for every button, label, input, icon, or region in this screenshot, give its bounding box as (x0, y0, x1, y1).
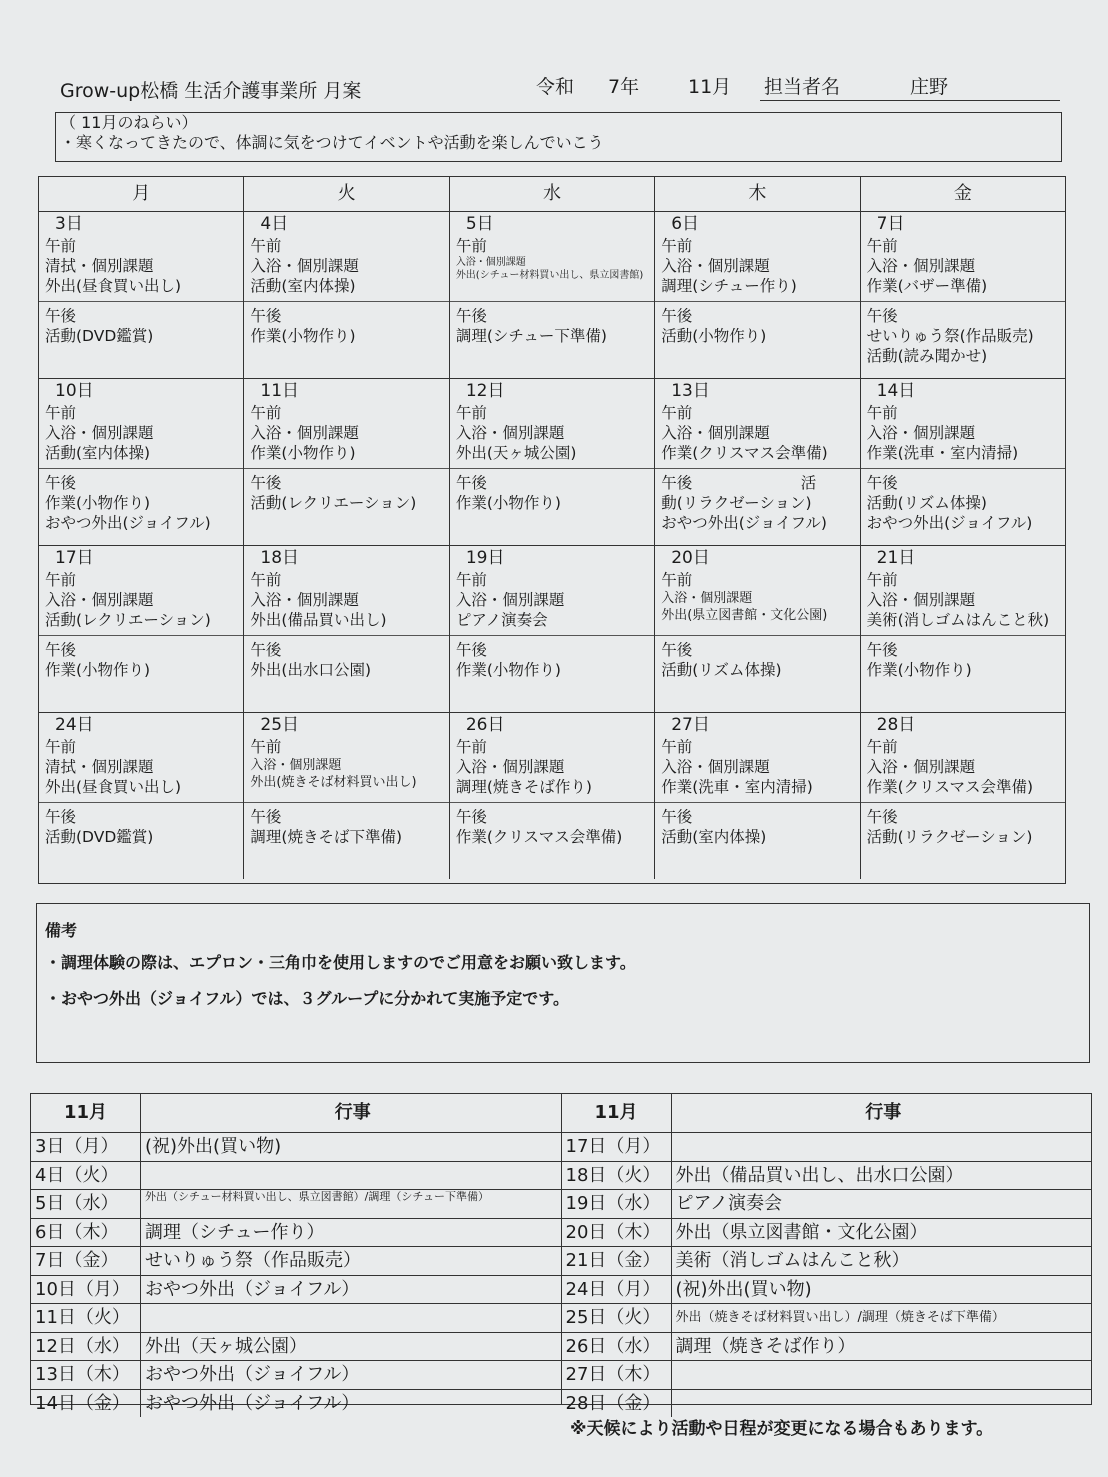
am-activity: 作業(クリスマス会準備) (866, 778, 1034, 796)
table-row (31, 1361, 561, 1390)
day-number: 3日 (55, 214, 83, 234)
table-row (562, 1133, 1092, 1162)
pm-activity: 活動(リズム体操) (866, 494, 987, 512)
pm-section (244, 636, 448, 680)
events-event-header: 行事 (865, 1102, 902, 1123)
am-activity: 外出(県立図書館・文化公園) (661, 608, 828, 623)
am-label: 午前 (250, 738, 282, 756)
event-text: 外出（県立図書館・文化公園） (675, 1221, 928, 1243)
weekly-calendar (38, 176, 1066, 884)
pm-activity: 活動(DVD鑑賞) (45, 327, 154, 345)
pm-activity: 活動(DVD鑑賞) (45, 828, 154, 846)
table-row (31, 1390, 561, 1418)
am-activity: 入浴・個別課題 (250, 591, 359, 609)
am-section (39, 379, 243, 469)
am-label: 午前 (661, 571, 693, 589)
am-activity: 活動(レクリエーション) (45, 611, 211, 629)
pm-activity: 調理(焼きそば下準備) (250, 828, 403, 846)
events-month-header: 11月 (562, 1094, 672, 1132)
day-cell (861, 546, 1065, 712)
pm-activity: せいりゅう祭(作品販売) (866, 327, 1034, 345)
event-date: 3日（月） (31, 1133, 141, 1161)
pm-label: 午後 (661, 641, 693, 659)
pm-label: 午後 (866, 641, 898, 659)
pm-section (861, 469, 1065, 533)
pm-label: 午後 (45, 474, 77, 492)
pm-section (655, 803, 859, 847)
day-cell (39, 546, 244, 712)
notes-line: ・おやつ外出（ジョイフル）では、３グループに分かれて実施予定です。 (45, 989, 570, 1008)
notes-title: 備考 (45, 921, 78, 940)
pm-section (861, 803, 1065, 847)
event-text: 調理（焼きそば作り） (675, 1335, 856, 1357)
event-date: 25日（火） (562, 1304, 672, 1332)
day-number: 13日 (671, 381, 710, 401)
am-activity: 外出(シチュー材料買い出し、県立図書館) (455, 270, 644, 281)
person-in-charge-name: 庄野 (910, 76, 949, 98)
am-label: 午前 (250, 237, 282, 255)
person-in-charge-label: 担当者名 (764, 76, 841, 98)
day-cell (450, 212, 655, 378)
pm-activity: 活動(リラクゼーション) (866, 828, 1033, 846)
pm-activity: 作業(小物作り) (455, 661, 561, 679)
calendar-week-row (39, 379, 1065, 546)
pm-activity: 作業(小物作り) (250, 327, 356, 345)
table-row (31, 1247, 561, 1276)
event-date: 5日（水） (31, 1190, 141, 1218)
am-activity: 作業(小物作り) (250, 444, 356, 462)
aim-title: （ 11月のねらい） (60, 113, 198, 132)
am-activity: 美術(消しゴムはんこと秋) (866, 611, 1050, 629)
event-text: 調理（シチュー作り） (145, 1221, 325, 1243)
day-cell (39, 379, 244, 545)
pm-label: 午後 (250, 641, 282, 659)
events-header-row (31, 1094, 561, 1133)
era-label: 令和 (536, 76, 575, 98)
table-row (31, 1304, 561, 1333)
pm-label: 午後 (45, 307, 77, 325)
am-activity: 作業(洗車・室内清掃) (866, 444, 1019, 462)
event-date: 21日（金） (562, 1247, 672, 1275)
table-row (31, 1219, 561, 1248)
am-label: 午前 (661, 237, 693, 255)
event-date: 7日（金） (31, 1247, 141, 1275)
am-section (861, 379, 1065, 469)
am-section (450, 713, 654, 803)
day-number: 24日 (55, 715, 94, 735)
weekday-fri: 金 (953, 183, 972, 204)
day-cell (244, 379, 449, 545)
am-activity: 入浴・個別課題 (250, 758, 342, 773)
pm-label: 午後 (455, 808, 487, 826)
pm-label: 午後 (866, 808, 898, 826)
am-activity: 入浴・個別課題 (661, 257, 770, 275)
weekday-mon: 月 (39, 177, 244, 211)
am-activity: 入浴・個別課題 (661, 591, 753, 606)
am-activity: 入浴・個別課題 (250, 257, 359, 275)
day-number: 5日 (465, 214, 494, 234)
event-date: 14日（金） (31, 1390, 141, 1418)
day-cell (861, 713, 1065, 879)
table-row (31, 1162, 561, 1191)
day-cell (450, 713, 655, 879)
day-number: 7日 (876, 214, 905, 234)
am-section (39, 713, 243, 803)
month-label: 11月 (688, 76, 732, 98)
pm-section (39, 302, 243, 346)
event-date: 12日（水） (31, 1333, 141, 1361)
pm-label: 午後 (455, 307, 487, 325)
notes-box (36, 903, 1090, 1063)
event-text: せいりゅう祭（作品販売） (145, 1250, 361, 1271)
pm-label: 午後 (250, 474, 282, 492)
day-cell (244, 546, 449, 712)
am-section (244, 546, 448, 636)
pm-activity: 作業(クリスマス会準備) (455, 828, 623, 846)
pm-activity: 作業(小物作り) (455, 494, 561, 512)
am-label: 午前 (455, 404, 487, 422)
day-number: 14日 (876, 381, 916, 401)
pm-section (450, 469, 654, 513)
table-row (562, 1219, 1092, 1248)
day-cell (244, 713, 449, 879)
pm-section (861, 302, 1065, 366)
day-cell (655, 713, 860, 879)
events-event-header: 行事 (334, 1102, 371, 1123)
am-activity: ピアノ演奏会 (455, 611, 548, 629)
am-label: 午前 (455, 237, 487, 255)
day-cell (655, 212, 860, 378)
pm-section (244, 469, 448, 513)
am-activity: 調理(シチュー作り) (661, 277, 797, 295)
pm-activity: おやつ外出(ジョイフル) (45, 514, 211, 532)
am-activity: 作業(クリスマス会準備) (661, 444, 828, 462)
pm-label: 午後 (866, 474, 898, 492)
day-number: 19日 (465, 548, 505, 568)
day-cell (39, 713, 244, 879)
event-date: 6日（木） (31, 1219, 141, 1247)
am-activity: 清拭・個別課題 (45, 758, 154, 776)
am-activity: 活動(室内体操) (45, 444, 151, 462)
am-section (861, 546, 1065, 636)
calendar-week-row (39, 546, 1065, 713)
pm-section (39, 636, 243, 680)
am-activity: 活動(室内体操) (250, 277, 356, 295)
day-cell (861, 379, 1065, 545)
pm-section (244, 803, 448, 847)
day-number: 20日 (671, 548, 710, 568)
am-activity: 入浴・個別課題 (661, 424, 770, 442)
am-label: 午前 (866, 738, 898, 756)
pm-label: 午後 (250, 808, 282, 826)
event-date: 18日（火） (562, 1162, 672, 1190)
event-text: 外出（備品買い出し、出水口公園） (675, 1164, 964, 1186)
am-section (861, 713, 1065, 803)
am-activity: 入浴・個別課題 (866, 257, 976, 275)
event-text: 外出（シチュー材料買い出し、県立図書館）/調理（シチュー下準備） (145, 1190, 490, 1203)
pm-section (655, 302, 859, 346)
pm-activity: 作業(小物作り) (866, 661, 972, 679)
monthly-aim-box (55, 112, 1062, 162)
pm-section (450, 636, 654, 680)
am-activity: 入浴・個別課題 (250, 424, 359, 442)
day-cell (450, 546, 655, 712)
am-activity: 入浴・個別課題 (866, 424, 976, 442)
am-activity: 作業(洗車・室内清掃) (661, 778, 813, 796)
pm-section (861, 636, 1065, 680)
event-text (141, 1162, 561, 1190)
calendar-week-row (39, 212, 1065, 379)
am-section (655, 379, 859, 469)
aim-text: ・寒くなってきたので、体調に気をつけてイベントや活動を楽しんでいこう (60, 133, 604, 152)
am-section (861, 212, 1065, 302)
day-number: 21日 (876, 548, 916, 568)
pm-activity: 活動(レクリエーション) (250, 494, 417, 512)
pm-label: 午後 (661, 808, 693, 826)
day-cell (39, 212, 244, 378)
am-activity: 外出(焼きそば材料買い出し) (250, 775, 417, 790)
pm-activity: 活動(読み聞かせ) (866, 347, 988, 365)
events-table (30, 1093, 1092, 1414)
pm-activity: 動(リラクゼーション) (661, 494, 812, 512)
am-activity: 調理(焼きそば作り) (455, 778, 592, 796)
event-date: 4日（火） (31, 1162, 141, 1190)
event-text: 美術（消しゴムはんこと秋） (675, 1250, 910, 1271)
day-cell (655, 546, 860, 712)
event-text: おやつ外出（ジョイフル） (145, 1392, 360, 1414)
pm-activity: 活動(室内体操) (661, 828, 767, 846)
pm-activity: 活動(リズム体操) (661, 661, 782, 679)
am-activity: 外出(昼食買い出し) (45, 778, 182, 796)
events-month-header: 11月 (31, 1094, 141, 1132)
document-header (60, 70, 1060, 104)
am-activity: 外出(備品買い出し) (250, 611, 387, 629)
am-section (450, 546, 654, 636)
am-label: 午前 (866, 237, 898, 255)
table-row (31, 1133, 561, 1162)
am-activity: 入浴・個別課題 (455, 257, 526, 268)
pm-label: 午後 活 (661, 474, 817, 492)
day-number: 17日 (55, 548, 94, 568)
table-row (562, 1361, 1092, 1390)
pm-section (450, 803, 654, 847)
table-row (562, 1333, 1092, 1362)
pm-activity: 調理(シチュー下準備) (455, 327, 607, 345)
calendar-weeks (39, 212, 1065, 879)
am-activity: 入浴・個別課題 (866, 758, 976, 776)
am-label: 午前 (866, 404, 898, 422)
event-text (141, 1304, 561, 1332)
weekday-header (39, 177, 1065, 212)
am-section (450, 212, 654, 302)
event-text (672, 1133, 1092, 1161)
pm-section (39, 803, 243, 847)
am-section (39, 212, 243, 302)
pm-label: 午後 (661, 307, 693, 325)
am-label: 午前 (250, 571, 282, 589)
pm-label: 午後 (250, 307, 282, 325)
event-text: 外出（焼きそば材料買い出し）/調理（焼きそば下準備） (675, 1310, 1005, 1325)
am-activity: 入浴・個別課題 (455, 758, 565, 776)
event-date: 13日（木） (31, 1361, 141, 1389)
event-date: 10日（月） (31, 1276, 141, 1304)
pm-section (655, 469, 859, 533)
event-text: ピアノ演奏会 (675, 1193, 783, 1214)
am-label: 午前 (661, 738, 693, 756)
am-activity: 入浴・個別課題 (45, 591, 154, 609)
am-activity: 外出(天ヶ城公園) (455, 444, 577, 462)
am-activity: 入浴・個別課題 (866, 591, 976, 609)
am-activity: 入浴・個別課題 (455, 591, 565, 609)
pm-activity: 活動(小物作り) (661, 327, 767, 345)
am-label: 午前 (45, 571, 77, 589)
am-section (655, 713, 859, 803)
footnote: ※天候により活動や日程が変更になる場合もあります。 (570, 1419, 994, 1439)
event-date: 19日（水） (562, 1190, 672, 1218)
weekday-wed: 水 (450, 177, 655, 211)
am-section (244, 212, 448, 302)
event-text (672, 1361, 1092, 1389)
pm-activity: 作業(小物作り) (45, 494, 151, 512)
am-label: 午前 (250, 404, 282, 422)
calendar-week-row (39, 713, 1065, 879)
pm-section (655, 636, 859, 680)
day-number: 25日 (260, 715, 300, 735)
day-number: 6日 (671, 214, 700, 234)
day-number: 11日 (260, 381, 300, 401)
pm-activity: 作業(小物作り) (45, 661, 151, 679)
pm-section (244, 302, 448, 346)
pm-label: 午後 (866, 307, 898, 325)
pm-activity: おやつ外出(ジョイフル) (866, 514, 1033, 532)
table-row (31, 1333, 561, 1362)
pm-activity: おやつ外出(ジョイフル) (661, 514, 827, 532)
person-in-charge (760, 72, 1060, 101)
table-row (562, 1304, 1092, 1333)
day-cell (450, 379, 655, 545)
am-section (655, 546, 859, 636)
event-date: 28日（金） (562, 1390, 672, 1418)
organization-title: Grow-up松橋 生活介護事業所 月案 (60, 80, 362, 102)
notes-line: ・調理体験の際は、エプロン・三角巾を使用しますのでご用意をお願い致します。 (45, 953, 636, 972)
day-number: 12日 (465, 381, 505, 401)
event-date: 20日（木） (562, 1219, 672, 1247)
events-left-column (31, 1094, 561, 1414)
pm-label: 午後 (45, 808, 77, 826)
event-text: 外出（天ヶ城公園） (145, 1335, 307, 1357)
day-number: 10日 (55, 381, 94, 401)
table-row (562, 1390, 1092, 1418)
events-right-column (561, 1094, 1092, 1414)
am-label: 午前 (45, 237, 77, 255)
day-number: 4日 (260, 214, 289, 234)
pm-label: 午後 (455, 474, 487, 492)
pm-label: 午後 (45, 641, 77, 659)
event-date: 26日（水） (562, 1333, 672, 1361)
event-date: 11日（火） (31, 1304, 141, 1332)
day-cell (244, 212, 449, 378)
table-row (562, 1276, 1092, 1305)
am-activity: 清拭・個別課題 (45, 257, 154, 275)
day-number: 26日 (465, 715, 505, 735)
event-text: おやつ外出（ジョイフル） (145, 1278, 360, 1300)
day-number: 28日 (876, 715, 916, 735)
table-row (562, 1162, 1092, 1191)
weekday-tue: 火 (244, 177, 449, 211)
table-row (31, 1190, 561, 1219)
am-section (39, 546, 243, 636)
am-label: 午前 (661, 404, 693, 422)
table-row (562, 1247, 1092, 1276)
am-activity: 入浴・個別課題 (661, 758, 770, 776)
am-section (244, 379, 448, 469)
am-label: 午前 (45, 404, 77, 422)
event-date: 24日（月） (562, 1276, 672, 1304)
am-label: 午前 (45, 738, 77, 756)
events-header-row (562, 1094, 1092, 1133)
pm-label: 午後 (455, 641, 487, 659)
event-text (672, 1390, 1092, 1418)
day-number: 18日 (260, 548, 300, 568)
am-activity: 外出(昼食買い出し) (45, 277, 182, 295)
am-label: 午前 (455, 738, 487, 756)
table-row (31, 1276, 561, 1305)
am-label: 午前 (455, 571, 487, 589)
event-text: (祝)外出(買い物) (675, 1278, 812, 1300)
am-section (655, 212, 859, 302)
event-text: (祝)外出(買い物) (145, 1136, 282, 1157)
year-label: 7年 (608, 76, 640, 98)
am-section (450, 379, 654, 469)
am-activity: 入浴・個別課題 (45, 424, 154, 442)
event-date: 17日（月） (562, 1133, 672, 1161)
day-cell (861, 212, 1065, 378)
day-number: 27日 (671, 715, 710, 735)
am-activity: 入浴・個別課題 (455, 424, 565, 442)
pm-section (39, 469, 243, 533)
am-activity: 作業(バザー準備) (866, 277, 988, 295)
weekday-thu: 木 (655, 177, 860, 211)
pm-activity: 外出(出水口公園) (250, 661, 372, 679)
event-date: 27日（木） (562, 1361, 672, 1389)
day-cell (655, 379, 860, 545)
am-section (244, 713, 448, 803)
event-text: おやつ外出（ジョイフル） (145, 1364, 360, 1385)
am-label: 午前 (866, 571, 898, 589)
table-row (562, 1190, 1092, 1219)
pm-section (450, 302, 654, 346)
